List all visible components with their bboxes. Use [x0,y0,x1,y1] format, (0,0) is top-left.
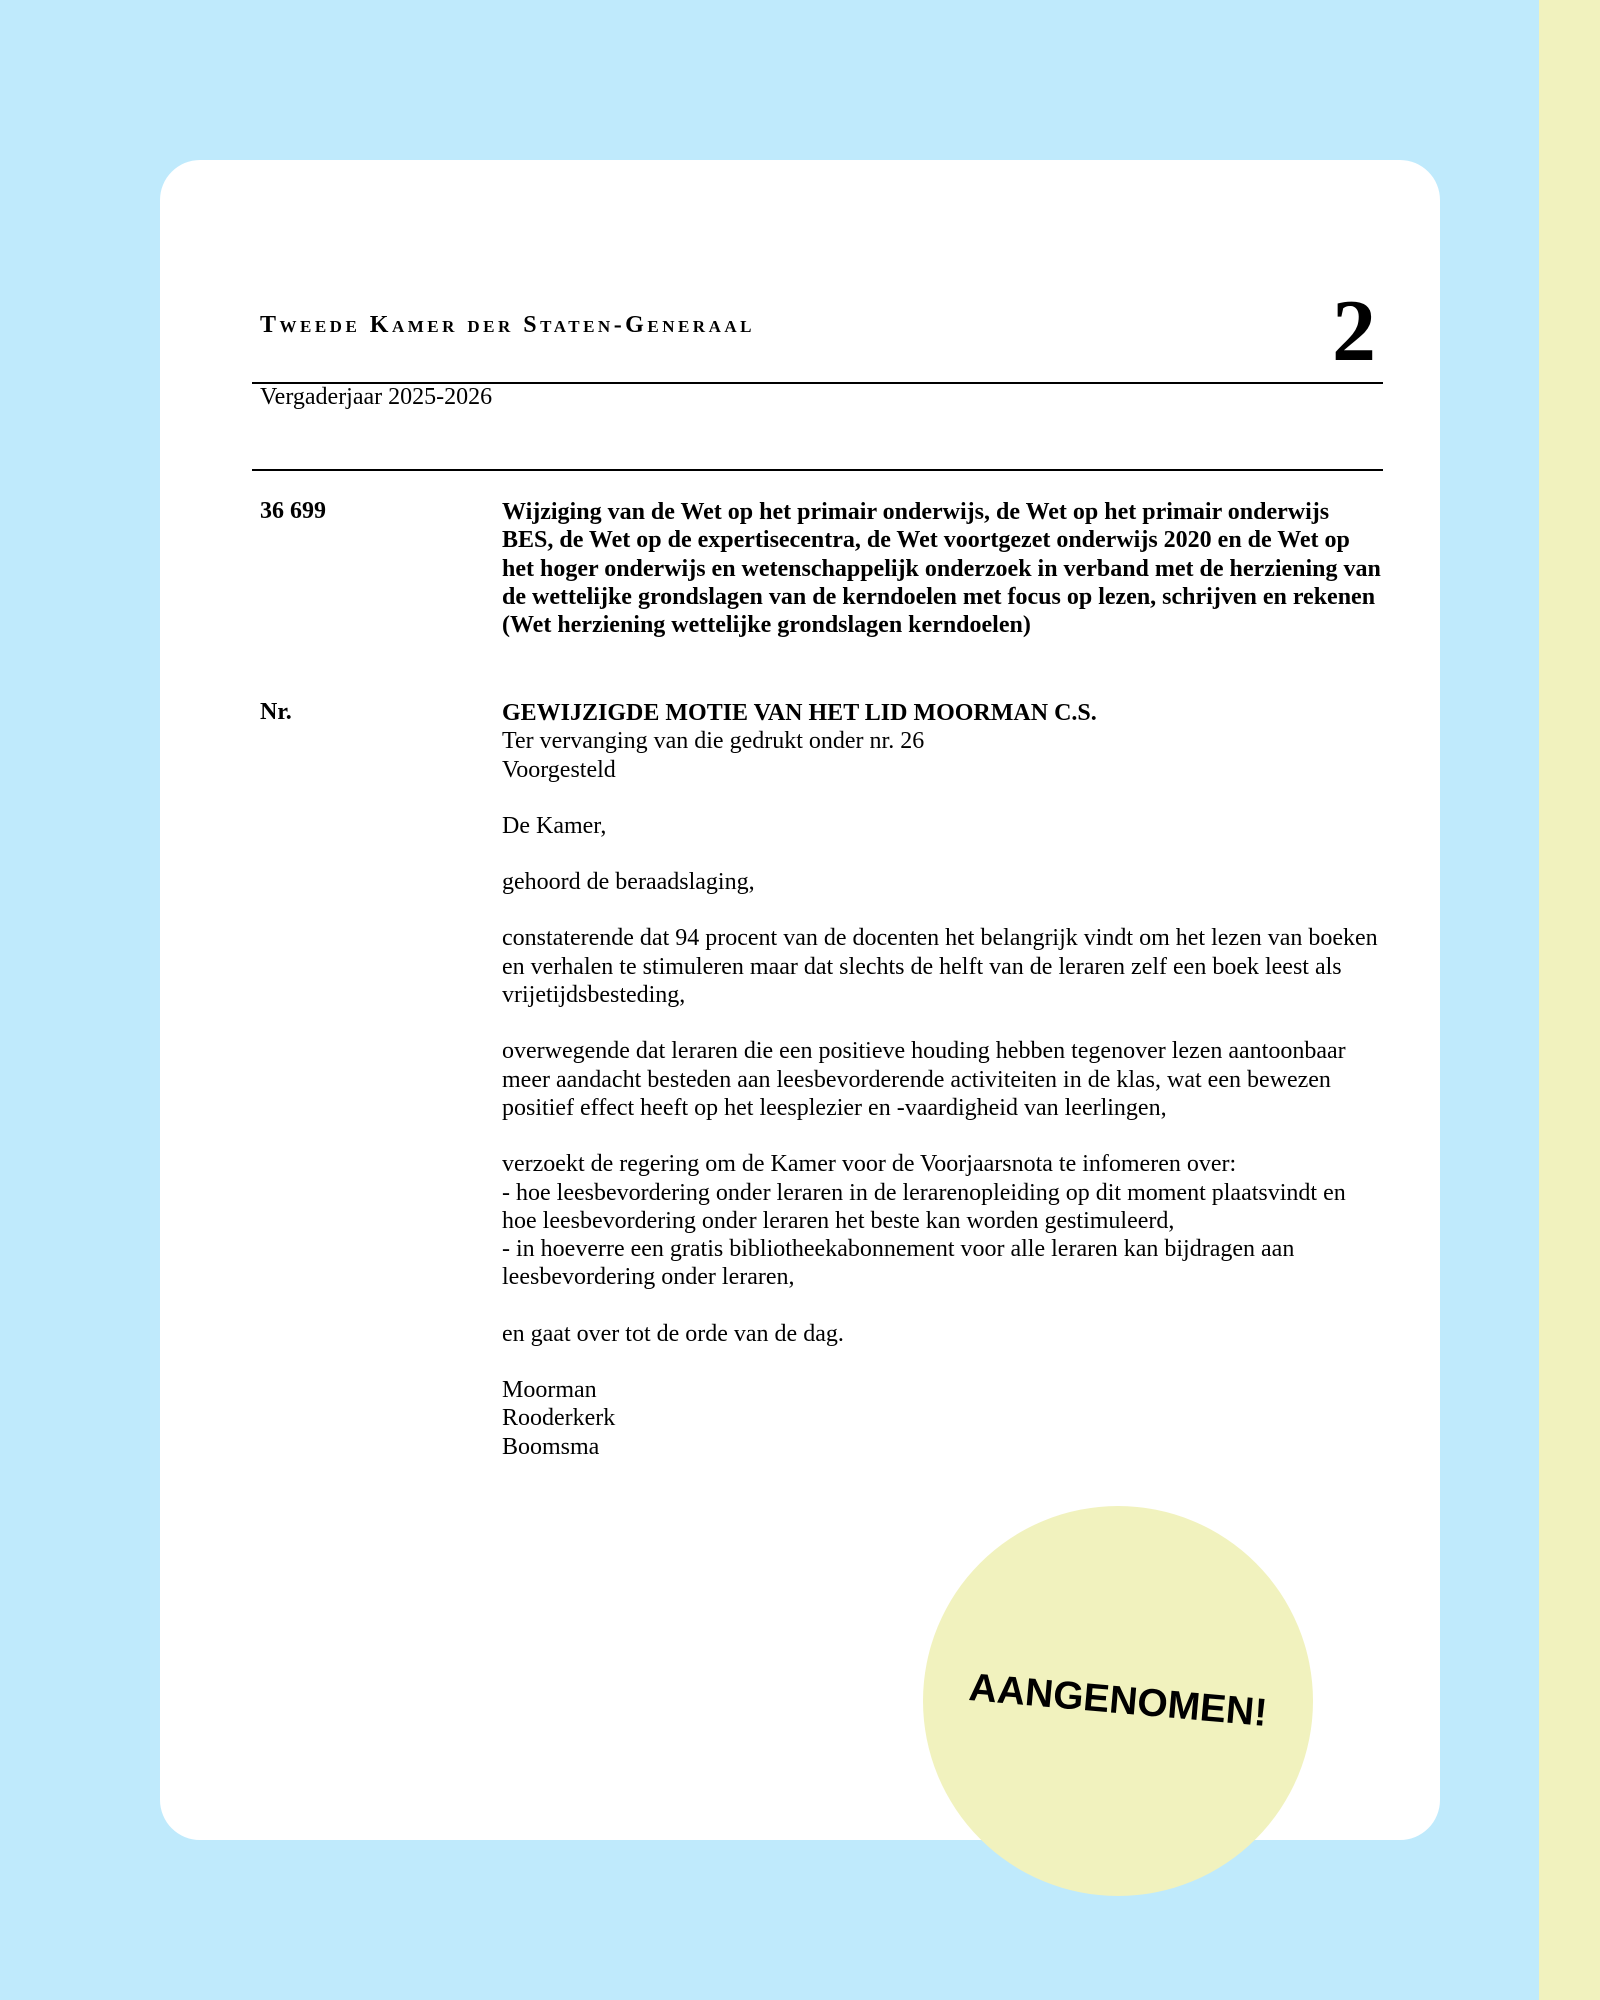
motion-status: Voorgesteld [502,756,616,783]
signatory: Boomsma [502,1433,600,1460]
side-color-strip [1539,0,1600,2000]
session-year: Vergaderjaar 2025-2026 [260,384,493,410]
bill-title: Wijziging van de Wet op het primair onderwijs, de Wet op het primair onderwijs BES, de Wet op de expertisecentra, de Wet voortgezet onderwijs 2020 en de Wet op het hoger onderwijs en wetenschappelijk onderzoek in verband met de herziening van de wettelijke grondslagen van de kerndoelen met focus op lezen, schrijven en rekenen (Wet herziening wettelijke grondslagen kerndoelen) [502,499,1381,639]
nr-label: Nr. [260,699,292,725]
salutation: De Kamer, [502,812,607,839]
weighing-clause: overwegende dat leraren die een positieve houding hebben tegenover lezen aantoonbaar meer aandacht besteden aan leesbevorderende activiteiten in de klas, wat een bewezen positief effect heeft op het leesplezier en -vaardigheid van leerlingen, [502,1038,1346,1121]
motion-title: GEWIJZIGDE MOTIE VAN HET LID MOORMAN C.S. [502,700,1097,726]
document-number: 2 [1332,283,1376,380]
replacement-note: Ter vervanging van die gedrukt onder nr. 26 [502,728,925,755]
accepted-stamp [923,1506,1313,1896]
heard-clause: gehoord de beraadslaging, [502,869,755,896]
request-intro: verzoekt de regering om de Kamer voor de Voorjaarsnota te infomeren over: [502,1151,1237,1178]
request-item: - in hoeverre een gratis bibliotheekabonnement voor alle leraren kan bijdragen aan leesbevordering onder leraren, [502,1236,1295,1291]
signatory: Rooderkerk [502,1405,616,1432]
institution-title: Tweede Kamer der Staten-Generaal [260,312,755,338]
stamp-text: AANGENOMEN! [967,1666,1269,1735]
motion-body [502,699,1382,1461]
signatory: Moorman [502,1377,597,1404]
closing-clause: en gaat over tot de orde van de dag. [502,1320,844,1347]
section-rule [252,469,1383,471]
considering-clause: constaterende dat 94 procent van de docenten het belangrijk vindt om het lezen van boeken en verhalen te stimuleren maar dat slechts de helft van de leraren zelf een boek leest als vrijetijdsbesteding, [502,925,1378,1009]
bill-number: 36 699 [260,498,326,524]
request-item: - hoe leesbevordering onder leraren in de lerarenopleiding op dit moment plaatsvindt en hoe leesbevordering onder leraren het beste kan worden gestimuleerd, [502,1179,1346,1234]
